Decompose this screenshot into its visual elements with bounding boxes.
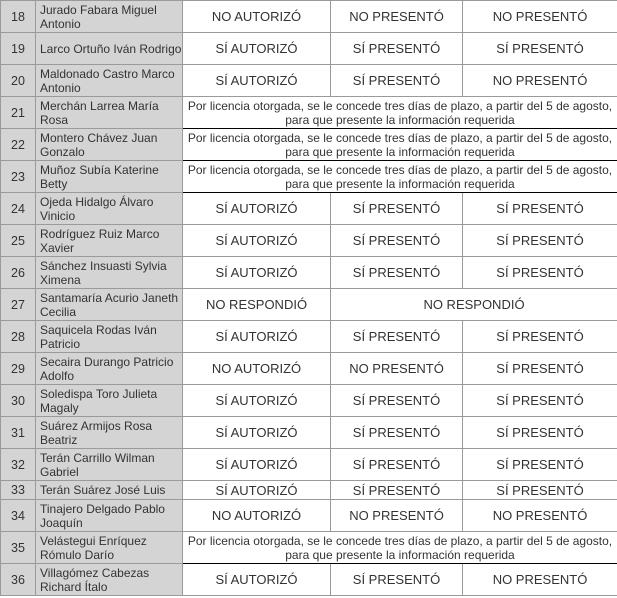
license-note: Por licencia otorgada, se le concede tres días de plazo, a partir del 5 de agosto, para que presente la información requerida	[183, 129, 617, 161]
row-number: 23	[1, 161, 36, 193]
authorization-status: NO RESPONDIÓ	[183, 289, 331, 321]
presentation-status: NO RESPONDIÓ	[331, 289, 617, 321]
row-number: 31	[1, 417, 36, 449]
second-presentation-status: NO PRESENTÓ	[463, 500, 617, 532]
presentation-status: NO PRESENTÓ	[331, 500, 463, 532]
license-note: Por licencia otorgada, se le concede tres días de plazo, a partir del 5 de agosto, para que presente la información requerida	[183, 532, 617, 564]
presentation-status: SÍ PRESENTÓ	[331, 449, 463, 481]
presentation-status: SÍ PRESENTÓ	[331, 321, 463, 353]
member-name: Merchán Larrea María Rosa	[36, 97, 183, 129]
table-row	[1, 33, 617, 65]
second-presentation-status: SÍ PRESENTÓ	[463, 257, 617, 289]
second-presentation-status: SÍ PRESENTÓ	[463, 385, 617, 417]
row-number: 22	[1, 129, 36, 161]
presentation-status: SÍ PRESENTÓ	[331, 225, 463, 257]
member-name: Larco Ortuño Iván Rodrigo	[36, 33, 183, 65]
second-presentation-status: SÍ PRESENTÓ	[463, 33, 617, 65]
authorization-status: SÍ AUTORIZÓ	[183, 257, 331, 289]
member-name: Rodríguez Ruiz Marco Xavier	[36, 225, 183, 257]
table-row	[1, 321, 617, 353]
presentation-status: SÍ PRESENTÓ	[331, 385, 463, 417]
row-number: 30	[1, 385, 36, 417]
presentation-status: SÍ PRESENTÓ	[331, 564, 463, 596]
authorization-status: SÍ AUTORIZÓ	[183, 449, 331, 481]
second-presentation-status: SÍ PRESENTÓ	[463, 417, 617, 449]
license-note: Por licencia otorgada, se le concede tres días de plazo, a partir del 5 de agosto, para que presente la información requerida	[183, 161, 617, 193]
presentation-status: SÍ PRESENTÓ	[331, 257, 463, 289]
member-name: Terán Carrillo Wilman Gabriel	[36, 449, 183, 481]
authorization-status: SÍ AUTORIZÓ	[183, 225, 331, 257]
row-number: 33	[1, 481, 36, 500]
row-number: 18	[1, 1, 36, 33]
authorization-status: SÍ AUTORIZÓ	[183, 564, 331, 596]
row-number: 36	[1, 564, 36, 596]
row-number: 29	[1, 353, 36, 385]
second-presentation-status: NO PRESENTÓ	[463, 1, 617, 33]
member-name: Terán Suárez José Luis	[36, 481, 183, 500]
authorization-status: SÍ AUTORIZÓ	[183, 481, 331, 500]
row-number: 21	[1, 97, 36, 129]
table-row	[1, 129, 617, 161]
table-row	[1, 289, 617, 321]
member-name: Saquicela Rodas Iván Patricio	[36, 321, 183, 353]
authorization-status: SÍ AUTORIZÓ	[183, 33, 331, 65]
table-row	[1, 532, 617, 564]
table-row	[1, 161, 617, 193]
table-row	[1, 193, 617, 225]
member-name: Secaira Durango Patricio Adolfo	[36, 353, 183, 385]
second-presentation-status: NO PRESENTÓ	[463, 564, 617, 596]
table-row	[1, 225, 617, 257]
second-presentation-status: NO PRESENTÓ	[463, 65, 617, 97]
member-name: Jurado Fabara Miguel Antonio	[36, 1, 183, 33]
table-row	[1, 97, 617, 129]
row-number: 27	[1, 289, 36, 321]
table-row	[1, 353, 617, 385]
member-name: Sánchez Insuasti Sylvia Ximena	[36, 257, 183, 289]
row-number: 28	[1, 321, 36, 353]
member-name: Soledispa Toro Julieta Magaly	[36, 385, 183, 417]
authorization-status: SÍ AUTORIZÓ	[183, 193, 331, 225]
table-row	[1, 564, 617, 596]
authorization-status: NO AUTORIZÓ	[183, 1, 331, 33]
table-row	[1, 481, 617, 500]
authorization-status: SÍ AUTORIZÓ	[183, 65, 331, 97]
table-row	[1, 449, 617, 481]
second-presentation-status: SÍ PRESENTÓ	[463, 193, 617, 225]
member-name: Muñoz Subía Katerine Betty	[36, 161, 183, 193]
table-row	[1, 65, 617, 97]
presentation-status: SÍ PRESENTÓ	[331, 481, 463, 500]
member-name: Santamaría Acurio Janeth Cecilia	[36, 289, 183, 321]
row-number: 25	[1, 225, 36, 257]
row-number: 24	[1, 193, 36, 225]
second-presentation-status: SÍ PRESENTÓ	[463, 481, 617, 500]
authorization-status: SÍ AUTORIZÓ	[183, 385, 331, 417]
authorization-status: NO AUTORIZÓ	[183, 353, 331, 385]
row-number: 20	[1, 65, 36, 97]
table-body	[1, 1, 617, 596]
member-name: Ojeda Hidalgo Álvaro Vinicio	[36, 193, 183, 225]
row-number: 34	[1, 500, 36, 532]
second-presentation-status: SÍ PRESENTÓ	[463, 225, 617, 257]
authorization-status: SÍ AUTORIZÓ	[183, 321, 331, 353]
member-name: Maldonado Castro Marco Antonio	[36, 65, 183, 97]
presentation-status: SÍ PRESENTÓ	[331, 65, 463, 97]
row-number: 35	[1, 532, 36, 564]
presentation-status: SÍ PRESENTÓ	[331, 193, 463, 225]
second-presentation-status: SÍ PRESENTÓ	[463, 353, 617, 385]
presentation-status: NO PRESENTÓ	[331, 353, 463, 385]
table-row	[1, 417, 617, 449]
row-number: 32	[1, 449, 36, 481]
member-name: Villagómez Cabezas Richard Ítalo	[36, 564, 183, 596]
authorization-status: SÍ AUTORIZÓ	[183, 417, 331, 449]
table-row	[1, 385, 617, 417]
presentation-status: SÍ PRESENTÓ	[331, 417, 463, 449]
presentation-status: NO PRESENTÓ	[331, 1, 463, 33]
member-name: Montero Chávez Juan Gonzalo	[36, 129, 183, 161]
row-number: 26	[1, 257, 36, 289]
table-row	[1, 257, 617, 289]
license-note: Por licencia otorgada, se le concede tres días de plazo, a partir del 5 de agosto, para que presente la información requerida	[183, 97, 617, 129]
presentation-status: SÍ PRESENTÓ	[331, 33, 463, 65]
second-presentation-status: SÍ PRESENTÓ	[463, 449, 617, 481]
authorization-status: NO AUTORIZÓ	[183, 500, 331, 532]
table-row	[1, 500, 617, 532]
member-name: Velástegui Enríquez Rómulo Darío	[36, 532, 183, 564]
row-number: 19	[1, 33, 36, 65]
table-row	[1, 1, 617, 33]
member-name: Suárez Armijos Rosa Beatriz	[36, 417, 183, 449]
second-presentation-status: SÍ PRESENTÓ	[463, 321, 617, 353]
member-name: Tinajero Delgado Pablo Joaquín	[36, 500, 183, 532]
